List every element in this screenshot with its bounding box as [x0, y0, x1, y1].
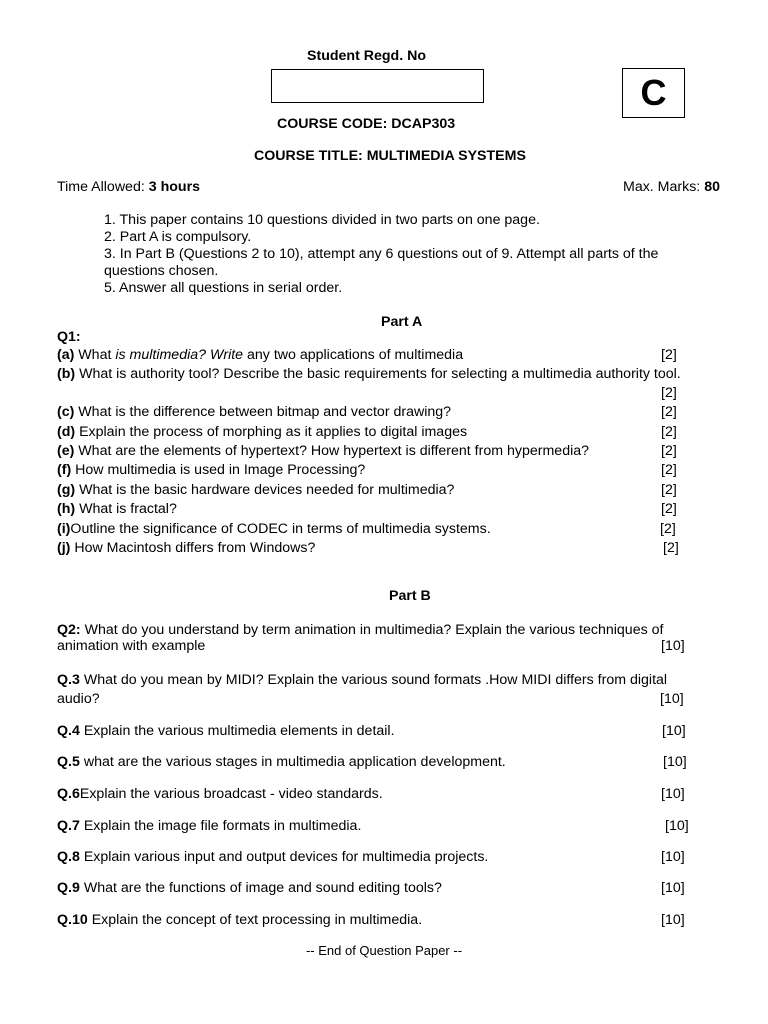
q9-label: Q.9 — [57, 880, 80, 896]
q4 — [57, 723, 395, 740]
max-marks — [623, 179, 720, 196]
q1g-label: (g) — [57, 482, 76, 498]
time-value: 3 hours — [148, 179, 200, 195]
q1c-label: (c) — [57, 404, 75, 420]
q2-text-2: animation with example — [57, 638, 206, 654]
q5-marks: [10] — [663, 754, 687, 770]
q4-label: Q.4 — [57, 723, 80, 739]
q3-text-2: audio? — [57, 691, 100, 707]
q1g — [57, 482, 454, 499]
q1d-marks: [2] — [661, 424, 677, 440]
part-a-title: Part A — [381, 314, 423, 330]
q1d-text: Explain the process of morphing as it applies to digital images — [75, 424, 468, 440]
q1g-text: What is the basic hardware devices needed for multimedia? — [75, 482, 455, 498]
instruction-5: 5. Answer all questions in serial order. — [104, 280, 343, 296]
q1h-label: (h) — [57, 501, 76, 517]
instruction-2: 2. Part A is compulsory. — [104, 229, 252, 245]
part-b-title: Part B — [389, 588, 431, 604]
q9-marks: [10] — [661, 880, 685, 896]
q1e-label: (e) — [57, 443, 75, 459]
q1j-marks: [2] — [663, 540, 679, 556]
q1f-marks: [2] — [661, 462, 677, 478]
q1i-text: Outline the significance of CODEC in terms of multimedia systems. — [70, 521, 491, 537]
student-regd-label: Student Regd. No — [307, 48, 427, 64]
q1i-marks: [2] — [660, 521, 676, 537]
q1f — [57, 462, 365, 479]
q1-label: Q1: — [57, 329, 81, 345]
q1f-text: How multimedia is used in Image Processing? — [71, 462, 366, 478]
time-label: Time Allowed: — [57, 179, 149, 195]
q1j-text: How Macintosh differs from Windows? — [70, 540, 316, 556]
q9-text: What are the functions of image and sound editing tools? — [79, 880, 442, 896]
q3-label: Q.3 — [57, 672, 80, 688]
q9 — [57, 880, 442, 897]
q1i — [57, 521, 491, 538]
q5-text: what are the various stages in multimedia application development. — [79, 754, 506, 770]
q1f-label: (f) — [57, 462, 72, 478]
time-allowed — [57, 179, 200, 196]
q1i-label: (i) — [57, 521, 71, 537]
q1c-marks: [2] — [661, 404, 677, 420]
q1a-text-3: any two applications of multimedia — [243, 347, 464, 363]
q1c-text: What is the difference between bitmap and vector drawing? — [74, 404, 452, 420]
q2-marks: [10] — [661, 638, 685, 654]
q8-text: Explain various input and output devices for multimedia projects. — [79, 849, 489, 865]
q8-label: Q.8 — [57, 849, 80, 865]
instruction-3: 3. In Part B (Questions 2 to 10), attempt any 6 questions out of 9. Attempt all parts of the — [104, 246, 659, 262]
q1g-marks: [2] — [661, 482, 677, 498]
q7-marks: [10] — [665, 818, 689, 834]
instruction-1: 1. This paper contains 10 questions divided in two parts on one page. — [104, 212, 540, 228]
q4-marks: [10] — [662, 723, 686, 739]
q2 — [57, 622, 663, 639]
instruction-3-cont: questions chosen. — [104, 263, 219, 279]
q10-label: Q.10 — [57, 912, 88, 928]
q1a-text-2: is multimedia? Write — [115, 347, 244, 363]
q2-label: Q2: — [57, 622, 81, 638]
q1b-label: (b) — [57, 366, 76, 382]
q1a-marks: [2] — [661, 347, 677, 363]
q6 — [57, 786, 383, 803]
q10-marks: [10] — [661, 912, 685, 928]
q6-text: Explain the various broadcast - video standards. — [79, 786, 383, 802]
marks-label: Max. Marks: — [623, 179, 705, 195]
q1b-text: What is authority tool? Describe the basic requirements for selecting a multimedia authority tool. — [75, 366, 681, 382]
q7 — [57, 818, 361, 835]
q7-text: Explain the image file formats in multimedia. — [79, 818, 362, 834]
q1h-marks: [2] — [661, 501, 677, 517]
q1d — [57, 424, 467, 441]
marks-value: 80 — [704, 179, 720, 195]
set-code-box: C — [622, 68, 685, 118]
q1j — [57, 540, 315, 557]
course-title: COURSE TITLE: MULTIMEDIA SYSTEMS — [254, 148, 526, 164]
q1h — [57, 501, 177, 518]
q10 — [57, 912, 422, 929]
q1c — [57, 404, 451, 421]
q4-text: Explain the various multimedia elements in detail. — [79, 723, 395, 739]
q1e-text: What are the elements of hypertext? How hypertext is different from hypermedia? — [74, 443, 590, 459]
course-code: COURSE CODE: DCAP303 — [277, 116, 456, 132]
q6-marks: [10] — [661, 786, 685, 802]
q7-label: Q.7 — [57, 818, 80, 834]
q5-label: Q.5 — [57, 754, 80, 770]
q1a — [57, 347, 463, 364]
q10-text: Explain the concept of text processing in multimedia. — [87, 912, 423, 928]
q6-label: Q.6 — [57, 786, 80, 802]
q1b — [57, 366, 681, 383]
q3-marks: [10] — [660, 691, 684, 707]
q8 — [57, 849, 488, 866]
q3 — [57, 672, 667, 689]
end-of-paper: -- End of Question Paper -- — [305, 943, 463, 958]
regd-number-box[interactable] — [271, 69, 484, 103]
q1a-text-1: What — [74, 347, 116, 363]
q1a-label: (a) — [57, 347, 75, 363]
q2-text-1: What do you understand by term animation in multimedia? Explain the various techniques of — [80, 622, 664, 638]
q1h-text: What is fractal? — [75, 501, 177, 517]
q1j-label: (j) — [57, 540, 71, 556]
q8-marks: [10] — [661, 849, 685, 865]
q1e-marks: [2] — [661, 443, 677, 459]
q3-text-1: What do you mean by MIDI? Explain the various sound formats .How MIDI differs from digital — [79, 672, 668, 688]
q5 — [57, 754, 506, 771]
q1b-marks: [2] — [661, 385, 677, 401]
q1d-label: (d) — [57, 424, 76, 440]
q1e — [57, 443, 589, 460]
